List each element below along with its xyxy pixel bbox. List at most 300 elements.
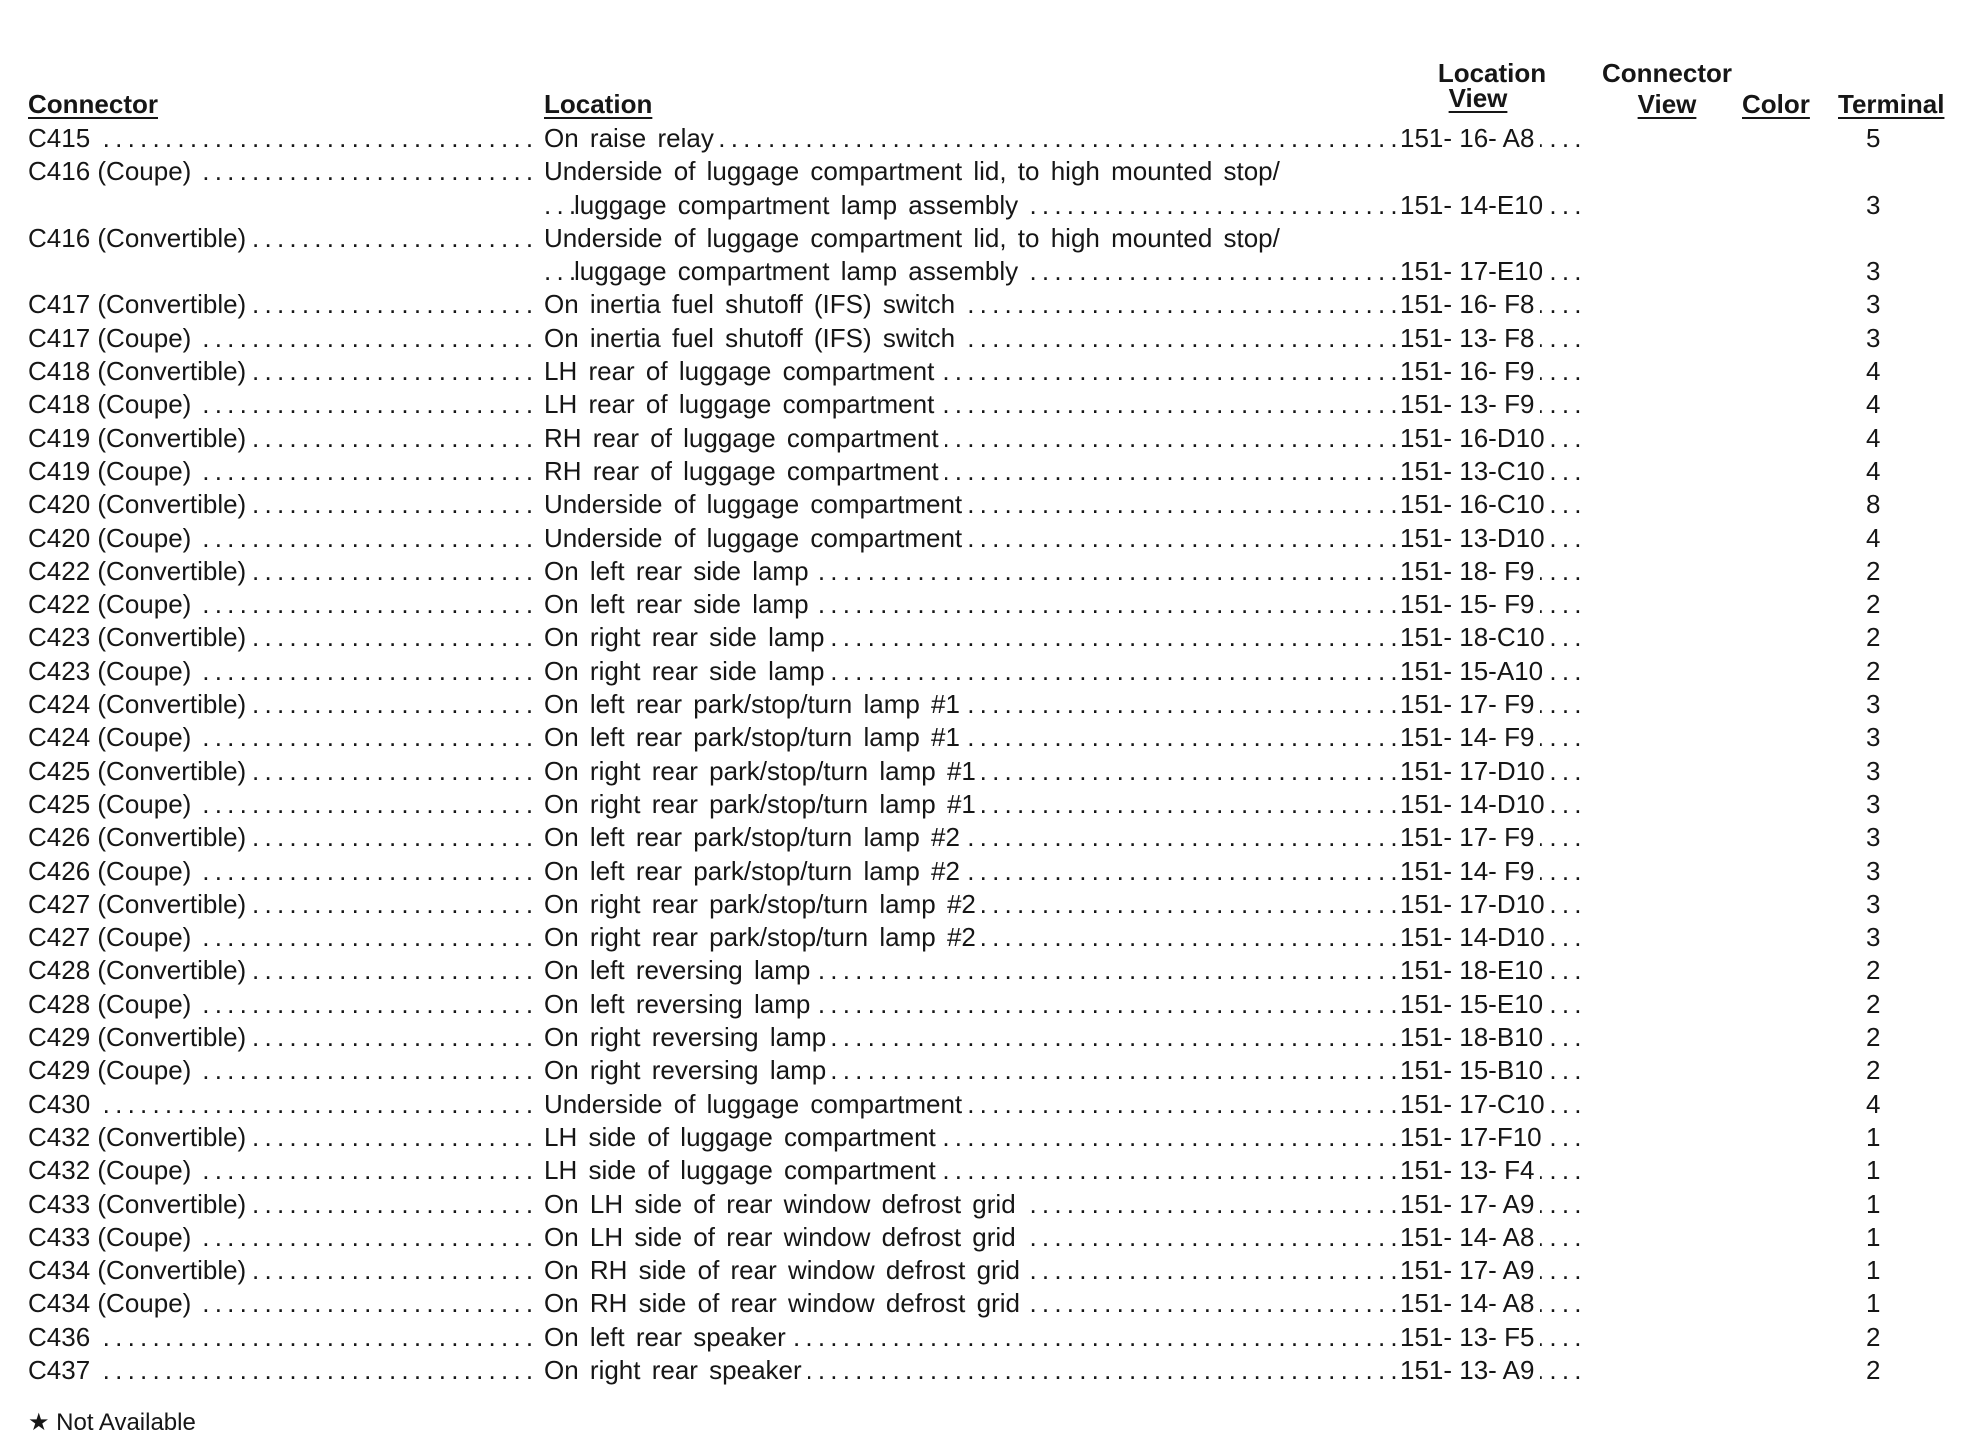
table-row-continuation (28, 189, 1948, 222)
connector-id-cell (28, 1121, 540, 1154)
location-view: 151- 15-A10 (1400, 656, 1549, 686)
terminal-cell (1860, 422, 1920, 455)
connector-id: C418 (Coupe) (28, 389, 197, 419)
terminal-count: 3 (1860, 889, 1880, 919)
location-view: 151- 18-B10 (1400, 1022, 1549, 1052)
location-text: On right rear park/stop/turn lamp #1 (544, 756, 982, 786)
terminal-cell (1860, 821, 1920, 854)
location-text: On left rear park/stop/turn lamp #2 (544, 856, 966, 886)
terminal-count: 2 (1860, 955, 1880, 985)
location-view-cell (1400, 1154, 1582, 1187)
location-view-cell (1400, 721, 1582, 754)
location-view: 151- 15-B10 (1400, 1055, 1549, 1085)
table-row (28, 1121, 1948, 1154)
location-text-continued: luggage compartment lamp assembly (574, 256, 1024, 286)
location-text-cell (544, 655, 1396, 688)
connector-id-cell (28, 1054, 540, 1087)
connector-id: C429 (Convertible) (28, 1022, 252, 1052)
location-view-cell (1400, 255, 1582, 288)
connector-id: C422 (Coupe) (28, 589, 197, 619)
location-text-cell (544, 1354, 1396, 1387)
location-text: On left rear park/stop/turn lamp #1 (544, 722, 966, 752)
terminal-count: 4 (1860, 389, 1880, 419)
location-view-cell (1400, 1088, 1582, 1121)
location-text: Underside of luggage compartment (544, 523, 968, 553)
connector-id-cell (28, 821, 540, 854)
terminal-count: 2 (1860, 1022, 1880, 1052)
table-row (28, 1154, 1948, 1187)
location-text-cell (544, 721, 1396, 754)
location-view: 151- 13-D10 (1400, 523, 1551, 553)
terminal-count: 1 (1860, 1255, 1880, 1285)
header-terminal: Terminal (1838, 89, 1945, 119)
table-row (28, 855, 1948, 888)
location-view-cell (1400, 1121, 1582, 1154)
terminal-count: 4 (1860, 523, 1880, 553)
connector-id-cell (28, 1188, 540, 1221)
terminal-cell (1860, 621, 1920, 654)
table-row (28, 555, 1948, 588)
terminal-cell (1860, 288, 1920, 321)
connector-id-cell (28, 388, 540, 421)
location-text: RH rear of luggage compartment (544, 423, 945, 453)
terminal-cell (1860, 189, 1920, 222)
terminal-cell (1860, 555, 1920, 588)
connector-id-cell (28, 522, 540, 555)
connector-id-cell (28, 1221, 540, 1254)
location-view-cell (1400, 1188, 1582, 1221)
table-row (28, 1354, 1948, 1387)
location-view-cell (1400, 1254, 1582, 1287)
terminal-cell (1860, 1354, 1920, 1387)
terminal-cell (1860, 488, 1920, 521)
connector-id: C432 (Convertible) (28, 1122, 252, 1152)
terminal-count: 4 (1860, 356, 1880, 386)
location-text: On right rear speaker (544, 1355, 808, 1385)
connector-id: C426 (Convertible) (28, 822, 252, 852)
location-view: 151- 14- A8 (1400, 1288, 1540, 1318)
location-text-cell (544, 422, 1396, 455)
connector-id: C422 (Convertible) (28, 556, 252, 586)
table-row (28, 1188, 1948, 1221)
terminal-cell (1860, 388, 1920, 421)
location-view-cell (1400, 288, 1582, 321)
location-view: 151- 15- F9 (1400, 589, 1540, 619)
terminal-cell (1860, 522, 1920, 555)
connector-id: C415 (28, 123, 96, 153)
terminal-count: 3 (1860, 190, 1880, 220)
location-view: 151- 13- A9 (1400, 1355, 1540, 1385)
location-text-cell (544, 488, 1396, 521)
location-text: LH side of luggage compartment (544, 1122, 942, 1152)
location-view: 151- 16- F8 (1400, 289, 1540, 319)
location-text-continued-cell (544, 189, 1396, 222)
table-row (28, 288, 1948, 321)
location-text-cell (544, 688, 1396, 721)
connector-id-cell (28, 855, 540, 888)
location-view-cell (1400, 1221, 1582, 1254)
location-text-cell (544, 322, 1396, 355)
location-text: LH rear of luggage compartment (544, 356, 940, 386)
connector-id: C429 (Coupe) (28, 1055, 197, 1085)
location-text-cell (544, 821, 1396, 854)
location-text-cell (544, 621, 1396, 654)
location-view-cell (1400, 688, 1582, 721)
terminal-cell (1860, 1088, 1920, 1121)
dot-leader (28, 122, 540, 155)
connector-id-cell (28, 954, 540, 987)
location-text: On raise relay (544, 123, 720, 153)
terminal-cell (1860, 588, 1920, 621)
connector-id: C425 (Coupe) (28, 789, 197, 819)
terminal-cell (1860, 455, 1920, 488)
terminal-cell (1860, 1188, 1920, 1221)
location-text: RH rear of luggage compartment (544, 456, 945, 486)
terminal-count: 1 (1860, 1155, 1880, 1185)
table-body (28, 122, 1948, 1387)
connector-id-cell (28, 222, 540, 255)
connector-id: C434 (Convertible) (28, 1255, 252, 1285)
connector-id-cell (28, 588, 540, 621)
terminal-cell (1860, 888, 1920, 921)
table-row (28, 988, 1948, 1021)
terminal-count: 3 (1860, 722, 1880, 752)
location-text-cell (544, 555, 1396, 588)
terminal-cell (1860, 788, 1920, 821)
connector-id: C434 (Coupe) (28, 1288, 197, 1318)
location-text-continued-cell (544, 255, 1396, 288)
location-text: On inertia fuel shutoff (IFS) switch (544, 289, 961, 319)
terminal-cell (1860, 355, 1920, 388)
location-view: 151- 17-C10 (1400, 1089, 1551, 1119)
location-view-cell (1400, 488, 1582, 521)
table-row-continuation (28, 255, 1948, 288)
location-view: 151- 16-D10 (1400, 423, 1551, 453)
location-text: On right rear side lamp (544, 622, 830, 652)
location-text: LH rear of luggage compartment (544, 389, 940, 419)
location-view: 151- 17-D10 (1400, 889, 1551, 919)
connector-id-cell (28, 721, 540, 754)
location-text-cell (544, 1188, 1396, 1221)
location-view: 151- 17- A9 (1400, 1189, 1540, 1219)
footnote: ★ Not Available (28, 1409, 196, 1436)
terminal-count: 3 (1860, 789, 1880, 819)
location-view: 151- 18-E10 (1400, 955, 1549, 985)
location-view-cell (1400, 522, 1582, 555)
table-row (28, 721, 1948, 754)
connector-table (28, 50, 1948, 1387)
connector-id: C424 (Coupe) (28, 722, 197, 752)
connector-id: C437 (28, 1355, 96, 1385)
dot-leader (28, 1088, 540, 1121)
location-view-cell (1400, 1321, 1582, 1354)
table-row (28, 921, 1948, 954)
terminal-count: 3 (1860, 289, 1880, 319)
terminal-count: 4 (1860, 456, 1880, 486)
location-view-cell (1400, 954, 1582, 987)
location-view-cell (1400, 422, 1582, 455)
connector-id: C419 (Coupe) (28, 456, 197, 486)
connector-id-cell (28, 1321, 540, 1354)
location-text-cell (544, 921, 1396, 954)
location-view-cell (1400, 755, 1582, 788)
dot-leader (28, 1354, 540, 1387)
terminal-count: 3 (1860, 323, 1880, 353)
connector-id-cell (28, 455, 540, 488)
location-text-cell (544, 122, 1396, 155)
connector-id-cell (28, 422, 540, 455)
connector-id: C436 (28, 1322, 96, 1352)
connector-id-cell (28, 788, 540, 821)
connector-id: C418 (Convertible) (28, 356, 252, 386)
location-view-cell (1400, 1021, 1582, 1054)
terminal-cell (1860, 1221, 1920, 1254)
header-location: Location (544, 89, 653, 119)
terminal-count: 2 (1860, 622, 1880, 652)
table-row (28, 488, 1948, 521)
location-view: 151- 18- F9 (1400, 556, 1540, 586)
connector-id: C433 (Convertible) (28, 1189, 252, 1219)
location-text: On right rear park/stop/turn lamp #2 (544, 922, 982, 952)
terminal-count: 4 (1860, 1089, 1880, 1119)
connector-id: C417 (Convertible) (28, 289, 252, 319)
terminal-count: 3 (1860, 689, 1880, 719)
terminal-cell (1860, 1254, 1920, 1287)
connector-id-cell (28, 122, 540, 155)
table-row (28, 1054, 1948, 1087)
location-text-cell (544, 522, 1396, 555)
location-view-cell (1400, 455, 1582, 488)
location-view: 151- 17- F9 (1400, 822, 1540, 852)
header-connector: Connector (28, 89, 158, 119)
location-view-cell (1400, 388, 1582, 421)
table-header (28, 50, 1948, 122)
table-row (28, 821, 1948, 854)
location-text-cell (544, 588, 1396, 621)
location-view: 151- 17-D10 (1400, 756, 1551, 786)
location-text: On LH side of rear window defrost grid (544, 1222, 1022, 1252)
location-view: 151- 18-C10 (1400, 622, 1551, 652)
connector-id-cell (28, 155, 540, 188)
table-row (28, 788, 1948, 821)
terminal-count: 3 (1860, 822, 1880, 852)
terminal-cell (1860, 1054, 1920, 1087)
location-view: 151- 14- F9 (1400, 722, 1540, 752)
table-row (28, 1221, 1948, 1254)
connector-id-cell (28, 988, 540, 1021)
terminal-count: 2 (1860, 1055, 1880, 1085)
location-text-continued: luggage compartment lamp assembly (574, 190, 1024, 220)
location-view-cell (1400, 1354, 1582, 1387)
connector-id-cell (28, 1088, 540, 1121)
connector-id: C423 (Coupe) (28, 656, 197, 686)
connector-id: C427 (Coupe) (28, 922, 197, 952)
location-text-cell (544, 1088, 1396, 1121)
location-text-cell (544, 1287, 1396, 1320)
location-text: On LH side of rear window defrost grid (544, 1189, 1022, 1219)
terminal-count: 2 (1860, 1355, 1880, 1385)
table-row (28, 1287, 1948, 1320)
location-text: On left rear side lamp (544, 556, 815, 586)
location-text-cell (544, 755, 1396, 788)
location-text-cell (544, 355, 1396, 388)
dot-leader (28, 1321, 540, 1354)
table-row (28, 522, 1948, 555)
table-row (28, 422, 1948, 455)
location-view: 151- 16- F9 (1400, 356, 1540, 386)
location-view: 151- 15-E10 (1400, 989, 1549, 1019)
location-text-cell (544, 1054, 1396, 1087)
connector-id-cell (28, 921, 540, 954)
connector-id-cell (28, 655, 540, 688)
location-text-cell (544, 954, 1396, 987)
terminal-count: 5 (1860, 123, 1880, 153)
location-text-cell (544, 988, 1396, 1021)
terminal-cell (1860, 755, 1920, 788)
table-row (28, 755, 1948, 788)
terminal-cell (1860, 921, 1920, 954)
location-text: Underside of luggage compartment (544, 1089, 968, 1119)
terminal-count: 8 (1860, 489, 1880, 519)
location-view: 151- 13- F4 (1400, 1155, 1540, 1185)
terminal-count: 1 (1860, 1122, 1880, 1152)
table-row (28, 155, 1948, 188)
table-row (28, 888, 1948, 921)
terminal-count: 1 (1860, 1189, 1880, 1219)
location-view-cell (1400, 555, 1582, 588)
location-view-cell (1400, 189, 1582, 222)
terminal-count: 2 (1860, 556, 1880, 586)
location-view: 151- 14-E10 (1400, 190, 1549, 220)
connector-id-cell (28, 488, 540, 521)
terminal-count: 1 (1860, 1222, 1880, 1252)
table-row (28, 954, 1948, 987)
location-view: 151- 14- F9 (1400, 856, 1540, 886)
location-text-cell (544, 388, 1396, 421)
table-row (28, 688, 1948, 721)
location-view: 151- 14-D10 (1400, 789, 1551, 819)
header-color: Color (1742, 89, 1810, 119)
table-row (28, 588, 1948, 621)
connector-id-cell (28, 322, 540, 355)
terminal-cell (1860, 721, 1920, 754)
table-row (28, 455, 1948, 488)
connector-id-cell (28, 1254, 540, 1287)
location-view: 151- 17- F9 (1400, 689, 1540, 719)
terminal-count: 3 (1860, 256, 1880, 286)
connector-id: C426 (Coupe) (28, 856, 197, 886)
header-connector-view: Connector View (1602, 58, 1732, 119)
location-text-cell (544, 455, 1396, 488)
location-text: On right reversing lamp (544, 1055, 832, 1085)
location-text: On right rear side lamp (544, 656, 830, 686)
location-text: On left rear park/stop/turn lamp #1 (544, 689, 966, 719)
connector-id: C430 (28, 1089, 96, 1119)
location-text: On inertia fuel shutoff (IFS) switch (544, 323, 961, 353)
location-view-cell (1400, 921, 1582, 954)
location-view-cell (1400, 655, 1582, 688)
terminal-cell (1860, 954, 1920, 987)
terminal-count: 3 (1860, 756, 1880, 786)
location-view-cell (1400, 821, 1582, 854)
terminal-count: 4 (1860, 423, 1880, 453)
table-row (28, 222, 1948, 255)
terminal-cell (1860, 1121, 1920, 1154)
location-text-cell (544, 855, 1396, 888)
location-text-cell (544, 155, 1396, 188)
terminal-cell (1860, 1021, 1920, 1054)
connector-id-cell (28, 355, 540, 388)
location-text: On left rear speaker (544, 1322, 792, 1352)
location-view: 151- 16- A8 (1400, 123, 1540, 153)
location-text-cell (544, 1021, 1396, 1054)
location-text: On left reversing lamp (544, 989, 816, 1019)
connector-id-cell (28, 888, 540, 921)
location-view: 151- 17-E10 (1400, 256, 1549, 286)
connector-id: C428 (Convertible) (28, 955, 252, 985)
location-text: LH side of luggage compartment (544, 1155, 942, 1185)
terminal-cell (1860, 988, 1920, 1021)
location-view: 151- 13-C10 (1400, 456, 1551, 486)
connector-id-cell (28, 688, 540, 721)
location-view-cell (1400, 122, 1582, 155)
terminal-cell (1860, 655, 1920, 688)
connector-id: C428 (Coupe) (28, 989, 197, 1019)
connector-id: C423 (Convertible) (28, 622, 252, 652)
location-text-cell (544, 788, 1396, 821)
location-text: On left rear park/stop/turn lamp #2 (544, 822, 966, 852)
location-text: On right rear park/stop/turn lamp #1 (544, 789, 982, 819)
terminal-cell (1860, 1154, 1920, 1187)
location-text: Underside of luggage compartment lid, to high mounted stop/ (544, 223, 1286, 253)
table-row (28, 355, 1948, 388)
location-text-cell (544, 1321, 1396, 1354)
location-view-cell (1400, 788, 1582, 821)
header-location-view: Location View (1437, 58, 1547, 113)
terminal-cell (1860, 122, 1920, 155)
terminal-cell (1860, 855, 1920, 888)
connector-id-cell (28, 755, 540, 788)
terminal-count: 3 (1860, 922, 1880, 952)
connector-id: C433 (Coupe) (28, 1222, 197, 1252)
terminal-count: 2 (1860, 1322, 1880, 1352)
table-row (28, 1021, 1948, 1054)
connector-id-cell (28, 1154, 540, 1187)
table-row (28, 388, 1948, 421)
connector-id: C419 (Convertible) (28, 423, 252, 453)
location-text: Underside of luggage compartment lid, to high mounted stop/ (544, 156, 1286, 186)
location-text-cell (544, 1154, 1396, 1187)
terminal-cell (1860, 688, 1920, 721)
connector-id-cell (28, 1354, 540, 1387)
terminal-count: 2 (1860, 589, 1880, 619)
connector-id-cell (28, 555, 540, 588)
location-text: On right reversing lamp (544, 1022, 832, 1052)
location-text: On RH side of rear window defrost grid (544, 1255, 1026, 1285)
location-view: 151- 17- A9 (1400, 1255, 1540, 1285)
terminal-count: 2 (1860, 656, 1880, 686)
terminal-count: 1 (1860, 1288, 1880, 1318)
location-view-cell (1400, 355, 1582, 388)
connector-id: C420 (Coupe) (28, 523, 197, 553)
location-view: 151- 13- F5 (1400, 1322, 1540, 1352)
location-view: 151- 13- F9 (1400, 389, 1540, 419)
location-view-cell (1400, 588, 1582, 621)
location-view-cell (1400, 888, 1582, 921)
location-text: On left rear side lamp (544, 589, 815, 619)
terminal-cell (1860, 1321, 1920, 1354)
connector-id: C417 (Coupe) (28, 323, 197, 353)
